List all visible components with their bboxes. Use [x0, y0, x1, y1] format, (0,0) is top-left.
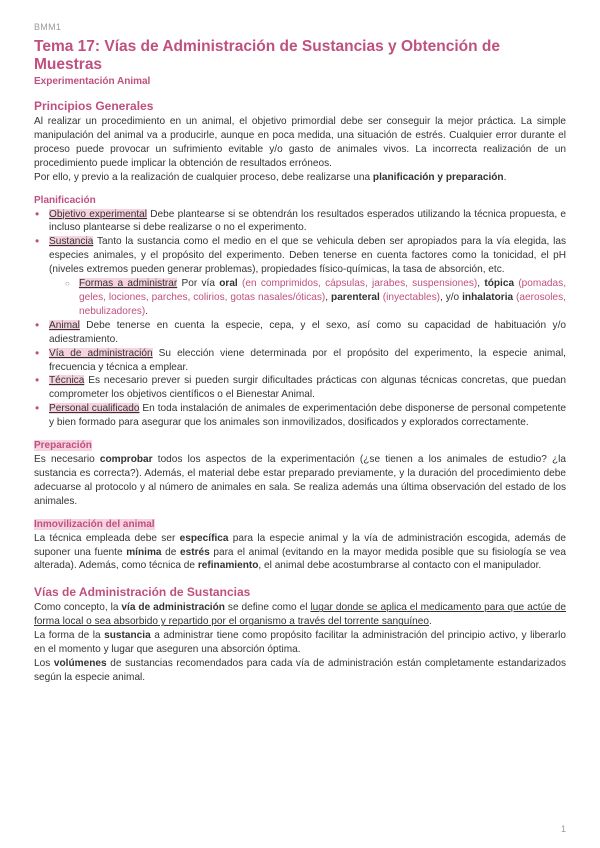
text-run: todos los aspectos de la experimentación (¿se tienen a los animales de estudio? ¿la sustancia es correcta?). Además, el material debe estar preparado previamente, y la duración del procedimiento debe adecuarse al protocolo y al número de animales en sala. Se realiza además una última observación del estado de los animales.	[34, 454, 566, 507]
text-run: .	[145, 305, 149, 317]
bold-term: mínima	[126, 546, 162, 558]
document-subtitle: Experimentación Animal	[34, 76, 151, 87]
text-run: .	[503, 171, 507, 183]
text-run: Debe plantearse si se obtendrán los resultados esperados utilizando la técnica propuesta, e incluso plantearse si debe realizarse o no el experimento.	[49, 208, 567, 234]
text-run: Los	[34, 658, 54, 669]
example-text: (en comprimidos, cápsulas, jarabes, suspensiones)	[237, 278, 478, 290]
bold-term: refinamiento	[197, 560, 259, 572]
text-run: En toda instalación de animales de experimentación debe disponerse de personal competente y bien formado para asegurar que los animales son inmovilizados, dosificados y explorados correctamente.	[49, 403, 566, 429]
text-run: de	[161, 546, 180, 558]
term-tecnica: Técnica	[49, 375, 85, 387]
planificacion-list	[34, 208, 566, 431]
section-heading-vias: Vías de Administración de Sustancias	[34, 585, 251, 600]
inmovilizacion-paragraph	[34, 532, 566, 574]
heading-text: Inmovilización del animal	[34, 518, 155, 530]
example-text: (inyectables)	[379, 291, 440, 303]
text-run: Tanto la sustancia como el medio en el que se vehicula deben ser apropiados para la vía elegida, las especies animales, y el propósito del experimento. Deben tenerse en cuenta factores como la tonicidad, el pH (niveles extremos pueden generar problemas), propiedades físico-químicas, la tasa de absorción, etc.	[49, 236, 566, 276]
principios-paragraph-1: Al realizar un procedimiento en un animal, el objetivo primordial debe ser conseguir la mejor práctica. La simple manipulación del animal va a producirle, aunque en poca medida, una situación de estrés. Cualquier error durante el proceso puede provocar un sufrimiento evitable y/o gasto de animales vivos. La incorrecta realización de un procedimiento puede implicar la obtención de resultados erróneos.	[34, 116, 566, 169]
section-heading-principios: Principios Generales	[34, 99, 154, 113]
list-item-formas	[49, 277, 566, 319]
principios-paragraph-2	[34, 171, 566, 185]
text-run: ,	[477, 278, 485, 290]
list-item-objetivo	[34, 208, 566, 236]
text-run: Por ello, y previo a la realización de cualquier proceso, debe realizarse una	[34, 171, 373, 183]
text-run: para el animal (evitando en la mayor medida posible que su fisiología se vea alterada). Además, como técnica de	[34, 546, 566, 572]
text-run: ,	[325, 291, 332, 303]
text-run: Como concepto, la	[34, 602, 122, 614]
list-item-tecnica	[34, 374, 566, 402]
course-code: BMM1	[34, 22, 62, 32]
list-item-personal	[34, 402, 566, 430]
vias-paragraph-2	[34, 629, 566, 657]
document-title: Tema 17: Vías de Administración de Sustancias y Obtención de Muestras	[34, 38, 500, 73]
bold-term: estrés	[179, 546, 210, 558]
bold-term: tópica	[484, 278, 515, 290]
text-run: , el animal debe acostumbrarse al contacto con el manipulador.	[258, 560, 542, 572]
text-run: para la especie animal y la vía de administración escogida, además de suponer una fuente	[34, 532, 566, 558]
list-item-animal	[34, 319, 566, 347]
bold-term: sustancia	[104, 630, 151, 642]
term-via: Vía de administración	[49, 347, 153, 359]
bold-term: comprobar	[99, 454, 153, 466]
text-run: , y/o	[439, 291, 463, 303]
term-animal: Animal	[49, 319, 80, 331]
text-run: de sustancias recomendados para cada vía de administración están completamente estandarizados según la especie animal.	[34, 658, 566, 683]
example-text: (aerosoles, nebulizadores)	[79, 291, 566, 317]
term-objetivo: Objetivo experimental	[49, 208, 148, 220]
text-run: Debe tenerse en cuenta la especie, cepa, y el sexo, así como su capacidad de habituación y/o adiestramiento.	[49, 319, 566, 345]
sustancia-sublist	[49, 277, 566, 319]
text-run: se define como el	[224, 602, 311, 614]
heading-text: Preparación	[34, 440, 92, 452]
bold-term: planificación y preparación	[372, 171, 504, 183]
preparacion-paragraph	[34, 453, 566, 509]
bold-term: inhalatoria	[462, 291, 514, 303]
bold-term: vía de administración	[121, 602, 225, 614]
page-number: 1	[560, 824, 566, 834]
text-run: Es necesario	[34, 454, 100, 466]
list-item-sustancia	[34, 235, 566, 318]
bold-term: volúmenes	[53, 658, 107, 669]
vias-paragraph-3	[34, 657, 566, 685]
bold-term: parenteral	[331, 291, 380, 303]
term-formas: Formas a administrar	[79, 278, 178, 290]
document-page	[34, 22, 566, 685]
term-personal: Personal cualificado	[49, 403, 140, 415]
text-run: .	[429, 616, 432, 628]
vias-paragraph-1	[34, 601, 566, 629]
list-item-via	[34, 347, 566, 375]
text-run: Su elección viene determinada por el propósito del experimento, la especie animal, frecuencia y técnica a emplear.	[49, 347, 566, 373]
text-run: a administrar tiene como propósito facilitar la administración del principio activo, y liberarlo en el momento y lugar que aseguren una absorción óptima.	[34, 630, 566, 656]
section-heading-preparacion	[34, 440, 566, 451]
underlined-definition: lugar donde se aplica el medicamento para que actúe de forma local o sea absorbido y repartido por el organismo a través del torrente sanguíneo	[34, 602, 566, 628]
example-text: (pomadas, geles, lociones, parches, colirios, gotas nasales/óticas)	[79, 278, 567, 303]
text-run: Por vía	[177, 278, 220, 290]
text-run: La forma de la	[34, 630, 105, 642]
section-heading-planificacion: Planificación	[34, 194, 96, 206]
bold-term: específica	[179, 532, 229, 544]
term-sustancia: Sustancia	[49, 236, 94, 248]
text-run: La técnica empleada debe ser	[34, 532, 180, 544]
section-heading-inmovilizacion	[34, 519, 566, 530]
bold-term: oral	[219, 278, 238, 290]
text-run: Es necesario prever si pueden surgir dificultades prácticas con algunas técnicas concretas, que puedan comprometer los objetivos científicos o el Bienestar Animal.	[49, 375, 566, 401]
